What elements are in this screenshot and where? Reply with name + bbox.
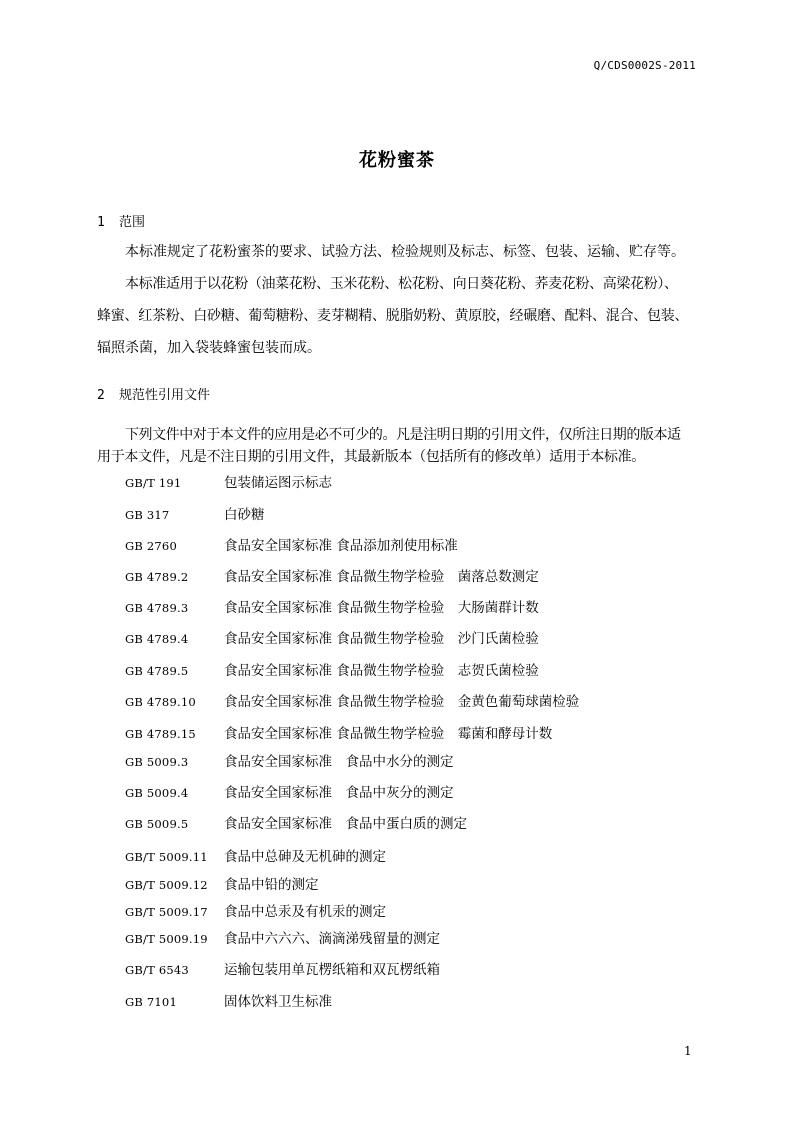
- reference-item: [125, 900, 386, 920]
- section-2-title: 规范性引用文件: [119, 388, 211, 403]
- reference-item: [125, 659, 539, 679]
- reference-code: GB/T 5009.17: [125, 905, 208, 919]
- reference-title: 食品安全国家标准 食品微生物学检验 沙门氏菌检验: [224, 631, 539, 647]
- reference-code: GB 5009.5: [125, 817, 189, 831]
- reference-title: 食品中总砷及无机砷的测定: [224, 849, 386, 865]
- reference-item: [125, 690, 579, 710]
- section-1-line: 本标准规定了花粉蜜茶的要求、试验方法、检验规则及标志、标签、包装、运输、贮存等。: [125, 244, 685, 260]
- reference-code: GB 5009.3: [125, 755, 189, 769]
- reference-title: 食品中铅的测定: [224, 877, 319, 893]
- reference-title: 食品安全国家标准 食品微生物学检验 金黄色葡萄球菌检验: [224, 694, 580, 710]
- reference-item: [125, 927, 440, 947]
- reference-title: 食品安全国家标准 食品微生物学检验 志贺氏菌检验: [224, 663, 539, 679]
- reference-code: GB 7101: [125, 995, 177, 1009]
- reference-item: [125, 471, 332, 491]
- section-1-line: 本标准适用于以花粉（油菜花粉、玉米花粉、松花粉、向日葵花粉、荞麦花粉、高梁花粉）、: [125, 276, 678, 292]
- reference-title: 白砂糖: [224, 507, 265, 523]
- document-title: 花粉蜜茶: [359, 150, 435, 171]
- reference-title: 食品安全国家标准 食品中蛋白质的测定: [224, 816, 467, 832]
- reference-code: GB 4789.2: [125, 570, 189, 584]
- reference-title: 运输包装用单瓦楞纸箱和双瓦楞纸箱: [224, 962, 440, 978]
- reference-code: GB/T 5009.19: [125, 932, 208, 946]
- reference-item: [125, 565, 539, 585]
- reference-title: 食品中六六六、滴滴涕残留量的测定: [224, 931, 440, 947]
- section-1-line: 蜂蜜、红茶粉、白砂糖、葡萄糖粉、麦芽糊精、脱脂奶粉、黄原胶，经碾磨、配料、混合、包装、: [97, 308, 689, 324]
- reference-code: GB 4789.15: [125, 727, 196, 741]
- reference-code: GB/T 191: [125, 476, 182, 490]
- reference-item: [125, 845, 386, 865]
- reference-code: GB 5009.4: [125, 786, 189, 800]
- reference-code: GB/T 6543: [125, 963, 189, 977]
- reference-item: [125, 722, 552, 742]
- section-2-line: 下列文件中对于本文件的应用是必不可少的。凡是注明日期的引用文件，仅所注日期的版本适: [125, 427, 681, 443]
- section-1-line: 辐照杀菌，加入袋装蜂蜜包装而成。: [97, 340, 321, 356]
- reference-code: GB/T 5009.11: [125, 850, 208, 864]
- reference-title: 食品安全国家标准 食品微生物学检验 大肠菌群计数: [224, 600, 539, 616]
- reference-code: GB/T 5009.12: [125, 878, 208, 892]
- reference-title: 包装储运图示标志: [224, 475, 332, 491]
- reference-title: 食品安全国家标准 食品微生物学检验 霉菌和酵母计数: [224, 726, 553, 742]
- reference-code: GB 4789.3: [125, 601, 189, 615]
- reference-code: GB 317: [125, 508, 170, 522]
- reference-item: [125, 873, 319, 893]
- reference-item: [125, 534, 458, 554]
- reference-code: GB 4789.4: [125, 632, 189, 646]
- reference-item: [125, 812, 467, 832]
- reference-title: 食品中总汞及有机汞的测定: [224, 904, 386, 920]
- section-2-number: 2: [97, 388, 105, 403]
- section-2-body: [97, 424, 697, 468]
- reference-item: [125, 503, 265, 523]
- reference-title: 食品安全国家标准 食品中水分的测定: [224, 754, 454, 770]
- reference-title: 食品安全国家标准 食品添加剂使用标准: [224, 538, 458, 554]
- reference-code: GB 4789.10: [125, 695, 196, 709]
- reference-title: 固体饮料卫生标准: [224, 994, 332, 1010]
- reference-item: [125, 596, 539, 616]
- section-1-number: 1: [97, 215, 105, 230]
- page-number: 1: [684, 1044, 692, 1058]
- section-2-heading: [97, 384, 210, 403]
- reference-item: [125, 958, 440, 978]
- reference-title: 食品安全国家标准 食品微生物学检验 菌落总数测定: [224, 569, 539, 585]
- section-1-heading: [97, 211, 145, 230]
- section-1-title: 范围: [119, 215, 146, 230]
- section-2-line: 用于本文件，凡是不注日期的引用文件，其最新版本（包括所有的修改单）适用于本标准。: [97, 449, 645, 465]
- reference-item: [125, 781, 454, 801]
- reference-item: [125, 990, 332, 1010]
- reference-item: [125, 627, 539, 647]
- reference-title: 食品安全国家标准 食品中灰分的测定: [224, 785, 454, 801]
- reference-item: [125, 750, 454, 770]
- reference-code: GB 4789.5: [125, 664, 189, 678]
- reference-code: GB 2760: [125, 539, 177, 553]
- standard-code: Q/CDS0002S-2011: [593, 59, 696, 72]
- section-1-body: [97, 236, 697, 364]
